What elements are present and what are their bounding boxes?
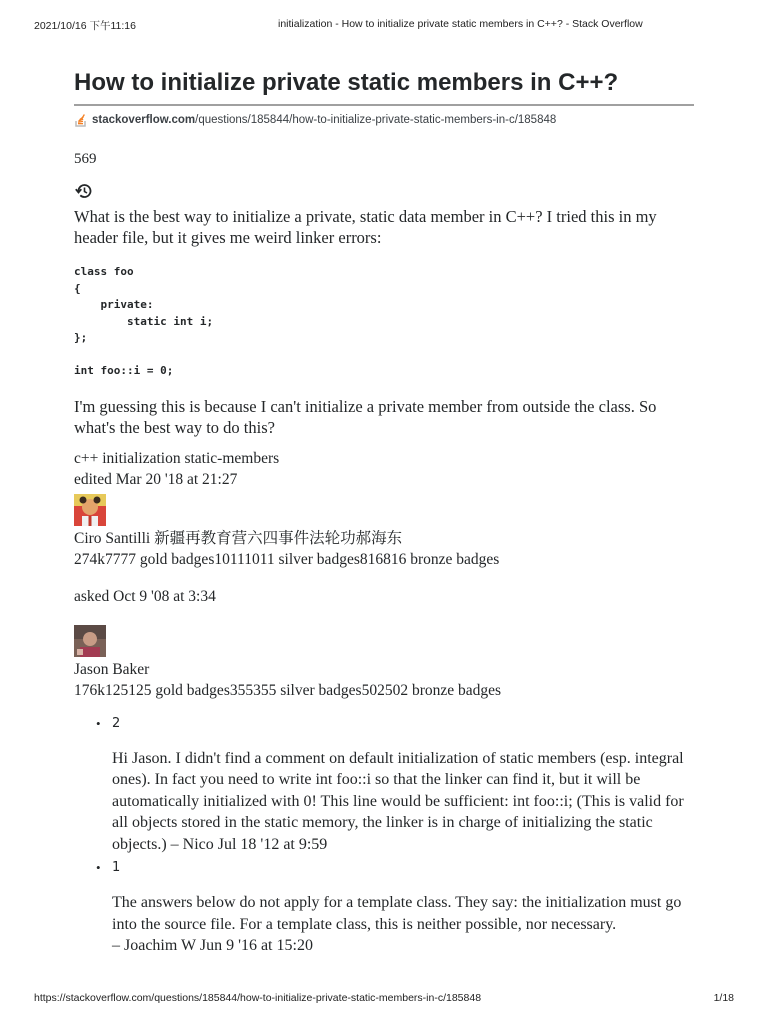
print-date: 2021/10/16 下午11:16 (34, 20, 136, 32)
comment (74, 859, 694, 957)
page-number: 1/18 (713, 992, 734, 1004)
comment-text: The answers below do not apply for a template class. They say: the initialization must go into the source file. For a template class, this is neither possible, nor necessary. (112, 894, 682, 933)
comment-body (112, 748, 694, 856)
edited-timestamp[interactable]: edited Mar 20 '18 at 21:27 (74, 470, 238, 488)
comment (74, 715, 694, 856)
comment-author[interactable]: – Nico Jul 18 '12 at 9:59 (170, 835, 328, 853)
page-title[interactable]: How to initialize private static members in C++? (74, 66, 694, 106)
stackoverflow-logo-icon (74, 113, 88, 127)
question-tags[interactable]: c++ initialization static-members (74, 449, 280, 467)
avatar-icon[interactable] (74, 494, 106, 526)
print-footer (0, 992, 768, 1006)
question-content (74, 66, 694, 957)
comment-author[interactable]: – Joachim W Jun 9 '16 at 15:20 (112, 937, 313, 955)
comment-score: 2 (112, 715, 121, 731)
avatar-icon[interactable] (74, 625, 106, 657)
editor-reputation: 274k7777 gold badges10111011 silver badges816816 bronze badges (74, 550, 500, 568)
vote-count: 569 (74, 151, 97, 167)
question-body-intro: What is the best way to initialize a private, static data member in C++? I tried this in my header file, but it gives me weird linker errors: (74, 207, 657, 247)
bullet-icon: • (96, 860, 101, 876)
history-icon[interactable] (74, 181, 94, 201)
comment-body (112, 892, 694, 957)
comment-score: 1 (112, 860, 121, 876)
author-reputation: 176k125125 gold badges355355 silver badges502502 bronze badges (74, 681, 502, 699)
asked-timestamp: asked Oct 9 '08 at 3:34 (74, 587, 216, 605)
source-domain: stackoverflow.com (92, 114, 196, 126)
source-link[interactable] (74, 113, 694, 127)
editor-name[interactable]: Ciro Santilli 新疆再教育营六四事件法轮功郝海东 (74, 529, 403, 547)
author-name[interactable]: Jason Baker (74, 660, 150, 678)
question-body-outro: I'm guessing this is because I can't initialize a private member from outside the class. So what's the best way to do this? (74, 396, 657, 437)
code-block: int foo::i = 0; (74, 363, 174, 377)
print-header (0, 18, 768, 32)
print-url[interactable]: https://stackoverflow.com/questions/185844/how-to-initialize-private-static-members-in-c/185848 (34, 992, 482, 1004)
bullet-icon: • (96, 715, 101, 731)
code-block: class foo { private: static int i; }; (74, 265, 214, 345)
comment-text: Hi Jason. I didn't find a comment on default initialization of static members (esp. integral ones). In fact you need to write int foo::i so that the linker can find it, but it will be automatically initialized with 0! This line would be sufficient: int foo::i; (This is valid for all objects stored in the static memory, the linker is in charge of initializing the static objects.) (112, 749, 684, 853)
print-doc-title: initialization - How to initialize private static members in C++? - Stack Overflow (278, 18, 643, 30)
source-path: /questions/185844/how-to-initialize-private-static-members-in-c/185848 (195, 114, 557, 126)
comment-list (74, 715, 694, 957)
